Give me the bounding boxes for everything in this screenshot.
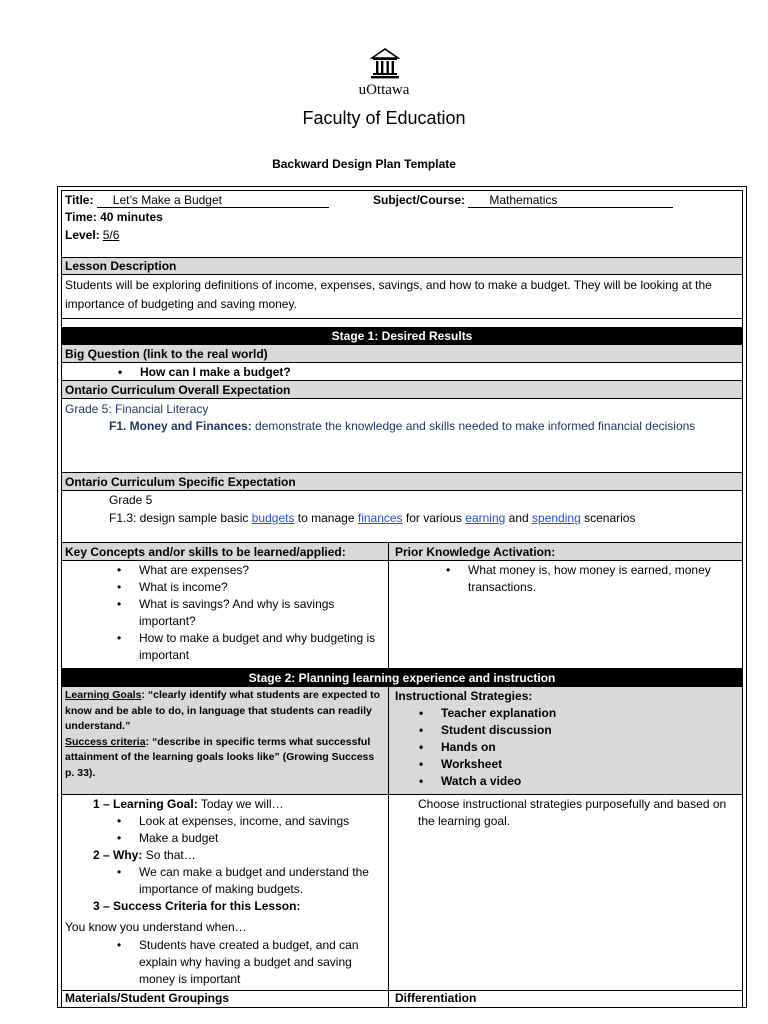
strategy-item: • Hands on [441, 739, 556, 756]
specific-grade: Grade 5 [109, 493, 153, 507]
specific-f13-text-3: for various [405, 511, 462, 525]
specific-f13-text-2: to manage [297, 511, 355, 525]
overall-expectation-heading-row [62, 381, 742, 399]
specific-expectation-heading: Ontario Curriculum Specific Expectation [65, 475, 296, 489]
why-text: So that… [145, 848, 196, 862]
subject-field [373, 192, 673, 209]
learning-goal-line [93, 796, 381, 813]
big-question-row [62, 363, 742, 381]
why-label: 2 – Why: [93, 848, 143, 862]
lesson-description-text: Students will be exploring definitions of income, expenses, savings, and how to make a budget. They will be looking at the importance of budgeting and saving money. [65, 278, 712, 311]
stage1-heading: Stage 1: Desired Results [331, 329, 473, 343]
materials-heading: Materials/Student Groupings [65, 991, 230, 1005]
time-field: Time: 40 minutes [65, 210, 163, 224]
overall-f1-label: F1. Money and Finances: [109, 419, 252, 433]
lesson-goals-row [62, 795, 742, 991]
subject-label: Subject/Course: [373, 193, 466, 207]
goals-strategies-row [62, 687, 742, 795]
learning-goals-label: Learning Goals [65, 689, 142, 701]
prior-knowledge-item: • What money is, how money is earned, money transactions. [468, 562, 736, 596]
why-line [93, 847, 381, 864]
title-field [65, 192, 329, 209]
uottawa-logo-icon [370, 46, 400, 80]
overall-f1 [106, 417, 742, 436]
finances-link[interactable]: finances [357, 511, 403, 525]
specific-f13 [106, 509, 742, 528]
level-field [65, 227, 119, 244]
overall-expectation-row [62, 399, 742, 473]
subject-value: Mathematics [468, 193, 673, 208]
level-value: 5/6 [102, 228, 120, 242]
strategy-item: • Watch a video [441, 773, 556, 790]
know-understand-text: You know you understand when… [65, 920, 247, 934]
stage2-heading: Stage 2: Planning learning experience and instruction [248, 671, 556, 685]
plan-table [61, 190, 743, 1007]
stage1-heading-row [62, 327, 742, 345]
choose-strategies-text: Choose instructional strategies purposefully and based on the learning goal. [418, 797, 727, 828]
learning-goal-label: 1 – Learning Goal: [93, 797, 198, 811]
specific-f13-text: F1.3: design sample basic [109, 511, 249, 525]
key-concept-item: • What are expenses? [139, 562, 379, 579]
success-criteria-text: : “describe in specific terms what successful attainment of the learning goals looks like” (Growing Success p. 33). [65, 735, 375, 779]
org-name: uOttawa [358, 82, 410, 98]
materials-row [62, 991, 742, 1007]
why-item: • We can make a budget and understand the importance of making budgets. [139, 864, 381, 898]
key-concept-item: • What is savings? And why is savings important? [139, 596, 379, 630]
prior-knowledge-heading: Prior Knowledge Activation: [395, 545, 556, 559]
success-criteria-lesson-label: 3 – Success Criteria for this Lesson: [93, 899, 301, 913]
title-label: Title: [65, 193, 94, 207]
success-criteria-item: • Students have created a budget, and can explain why having a budget and saving money is important [139, 937, 381, 988]
learning-goal-text: Today we will… [200, 797, 284, 811]
title-value: Let’s Make a Budget [97, 193, 329, 208]
overall-expectation-heading: Ontario Curriculum Overall Expectation [65, 383, 291, 397]
overall-f1-text: demonstrate the knowledge and skills needed to make informed financial decisions [255, 419, 696, 433]
success-criteria-label: Success criteria [65, 735, 146, 748]
info-row [62, 191, 742, 258]
goal-item: • Make a budget [139, 830, 381, 847]
learning-goals-text: : “clearly identify what students are expected to know and be able to do, in language that students can readily understand.” [65, 689, 381, 732]
budgets-link[interactable]: budgets [251, 511, 295, 525]
differentiation-heading: Differentiation [395, 991, 477, 1005]
level-label: Level: [65, 228, 100, 242]
big-question-heading: Big Question (link to the real world) [65, 347, 268, 361]
lesson-description-heading-row [62, 258, 742, 275]
goal-item: • Look at expenses, income, and savings [139, 813, 381, 830]
key-concepts-heading: Key Concepts and/or skills to be learned/applied: [65, 545, 346, 559]
faculty-name: Faculty of Education [302, 108, 466, 128]
strategies-heading: Instructional Strategies: [395, 689, 533, 703]
spending-link[interactable]: spending [532, 511, 581, 525]
lesson-description-heading: Lesson Description [65, 259, 177, 273]
specific-expectation-heading-row [62, 473, 742, 491]
specific-f13-text-4: and [508, 511, 529, 525]
strategy-item: • Teacher explanation [441, 705, 556, 722]
learning-goals-definition [62, 687, 388, 782]
document-title: Backward Design Plan Template [272, 157, 456, 171]
earning-link[interactable]: earning [465, 511, 506, 525]
key-concepts-row [62, 561, 742, 669]
big-question-heading-row [62, 345, 742, 363]
strategy-item: • Student discussion [441, 722, 556, 739]
specific-f13-text-5: scenarios [584, 511, 636, 525]
lesson-description-row [62, 275, 742, 319]
key-concept-item: • How to make a budget and why budgeting is important [139, 630, 379, 664]
overall-grade: Grade 5: Financial Literacy [65, 402, 209, 416]
stage2-heading-row [62, 669, 742, 687]
key-concepts-heading-row [62, 543, 742, 561]
big-question-item: • How can I make a budget? [140, 364, 291, 380]
strategy-item: • Worksheet [441, 756, 556, 773]
specific-expectation-row [62, 491, 742, 543]
key-concept-item: • What is income? [139, 579, 379, 596]
